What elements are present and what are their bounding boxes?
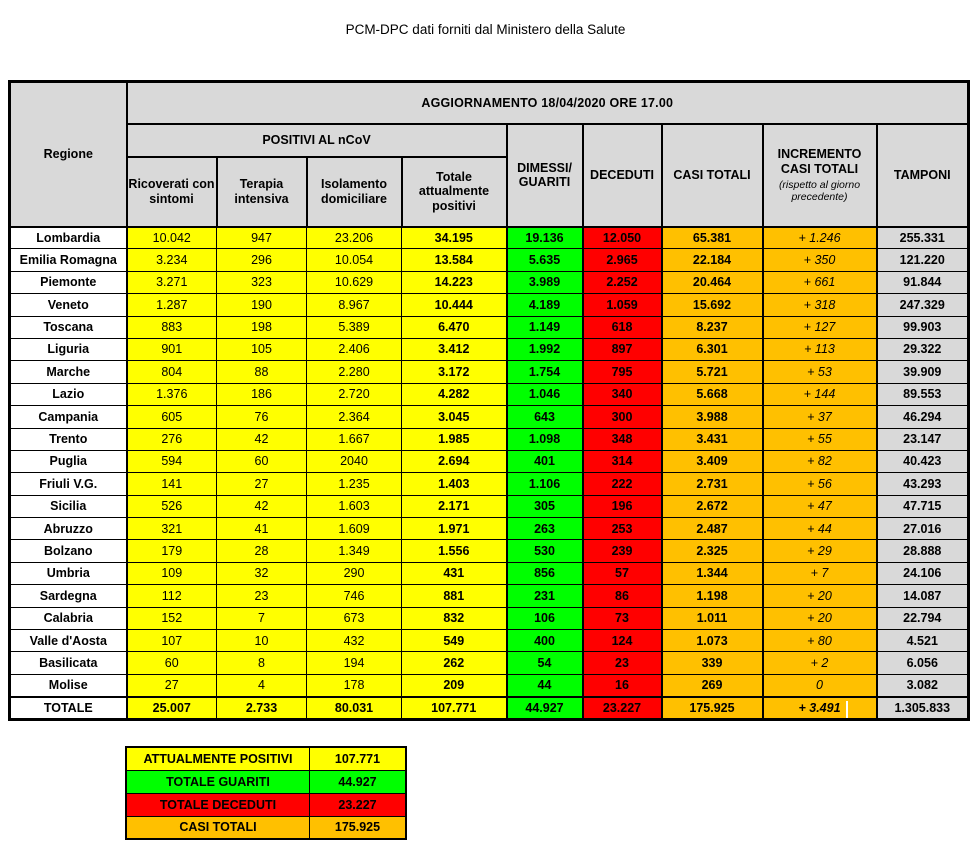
cell-incremento: + 20 — [763, 607, 877, 629]
cell-casi-totali: 20.464 — [662, 271, 763, 293]
covid-regions-table — [8, 80, 970, 721]
cell-deceduti: 2.252 — [583, 271, 662, 293]
table-row — [10, 562, 969, 584]
cell-tamponi: 89.553 — [877, 383, 969, 405]
cell-deceduti: 795 — [583, 361, 662, 383]
cell-tamponi: 24.106 — [877, 562, 969, 584]
cell-terapia-intensiva: 8 — [217, 652, 307, 674]
cell-tamponi: 91.844 — [877, 271, 969, 293]
region-name: Lazio — [10, 383, 127, 405]
cell-attualmente-positivi: 262 — [402, 652, 507, 674]
cell-isolamento: 673 — [307, 607, 402, 629]
col-header-casi-totali: CASI TOTALI — [662, 124, 763, 227]
cell-isolamento: 1.235 — [307, 473, 402, 495]
cell-casi-totali: 8.237 — [662, 316, 763, 338]
cell-ricoverati: 107 — [127, 630, 217, 652]
cell-deceduti: 196 — [583, 495, 662, 517]
cell-ricoverati: 276 — [127, 428, 217, 450]
cell-dimessi-guariti: 54 — [507, 652, 583, 674]
col-header-ricoverati: Ricoverati con sintomi — [127, 157, 217, 227]
cell-tamponi: 29.322 — [877, 338, 969, 360]
cell-deceduti: 618 — [583, 316, 662, 338]
cell-incremento: + 47 — [763, 495, 877, 517]
cell-isolamento: 290 — [307, 562, 402, 584]
cell-dimessi-guariti: 856 — [507, 562, 583, 584]
table-row — [10, 249, 969, 271]
cell-incremento: + 29 — [763, 540, 877, 562]
table-footer — [10, 697, 969, 720]
cell-ricoverati: 526 — [127, 495, 217, 517]
summary-label: TOTALE DECEDUTI — [126, 793, 310, 816]
totale-label: TOTALE — [10, 697, 127, 720]
col-header-isolamento: Isolamento domiciliare — [307, 157, 402, 227]
cell-attualmente-positivi: 2.171 — [402, 495, 507, 517]
region-name: Veneto — [10, 294, 127, 316]
cell-ricoverati: 605 — [127, 406, 217, 428]
cell-attualmente-positivi: 1.556 — [402, 540, 507, 562]
cell-terapia-intensiva: 42 — [217, 495, 307, 517]
cell-isolamento: 178 — [307, 674, 402, 696]
table-header — [10, 82, 969, 227]
cell-casi-totali: 2.672 — [662, 495, 763, 517]
cell-deceduti: 239 — [583, 540, 662, 562]
cell-isolamento: 194 — [307, 652, 402, 674]
cell-dimessi-guariti: 4.189 — [507, 294, 583, 316]
cell-casi-totali: 2.731 — [662, 473, 763, 495]
cell-tamponi: 40.423 — [877, 450, 969, 472]
cell-attualmente-positivi: 832 — [402, 607, 507, 629]
cell-incremento: + 2 — [763, 652, 877, 674]
cell-tamponi: 121.220 — [877, 249, 969, 271]
col-header-tamponi: TAMPONI — [877, 124, 969, 227]
cell-terapia-intensiva: 7 — [217, 607, 307, 629]
cell-ricoverati: 321 — [127, 518, 217, 540]
cell-dimessi-guariti: 1.106 — [507, 473, 583, 495]
cell-ricoverati: 27 — [127, 674, 217, 696]
region-name: Calabria — [10, 607, 127, 629]
region-name: Friuli V.G. — [10, 473, 127, 495]
positivi-group-header: POSITIVI AL nCoV — [127, 124, 507, 157]
cell-ricoverati: 1.376 — [127, 383, 217, 405]
cell-incremento: + 82 — [763, 450, 877, 472]
cell-ricoverati: 60 — [127, 652, 217, 674]
summary-value: 175.925 — [310, 816, 407, 839]
header-row-groups — [10, 124, 969, 157]
summary-label: CASI TOTALI — [126, 816, 310, 839]
cell-deceduti: 1.059 — [583, 294, 662, 316]
cell-ricoverati: 901 — [127, 338, 217, 360]
cell-tamponi: 14.087 — [877, 585, 969, 607]
cell-incremento: + 661 — [763, 271, 877, 293]
cell-attualmente-positivi: 4.282 — [402, 383, 507, 405]
table-row — [10, 585, 969, 607]
region-column-header: Regione — [10, 82, 127, 227]
cell-incremento: + 55 — [763, 428, 877, 450]
cell-incremento: + 37 — [763, 406, 877, 428]
region-name: Toscana — [10, 316, 127, 338]
cell-casi-totali: 22.184 — [662, 249, 763, 271]
cell-deceduti: 253 — [583, 518, 662, 540]
cell-isolamento: 2.364 — [307, 406, 402, 428]
cell-attualmente-positivi: 1.985 — [402, 428, 507, 450]
cell-deceduti: 348 — [583, 428, 662, 450]
cell-attualmente-positivi: 13.584 — [402, 249, 507, 271]
region-name: Liguria — [10, 338, 127, 360]
cell-casi-totali: 269 — [662, 674, 763, 696]
cell-incremento: + 113 — [763, 338, 877, 360]
cell-ricoverati: 179 — [127, 540, 217, 562]
region-name: Sicilia — [10, 495, 127, 517]
cell-attualmente-positivi: 431 — [402, 562, 507, 584]
cell-dimessi-guariti: 5.635 — [507, 249, 583, 271]
cell-terapia-intensiva: 27 — [217, 473, 307, 495]
cell-dimessi-guariti: 1.046 — [507, 383, 583, 405]
cell-ricoverati: 141 — [127, 473, 217, 495]
cell-incremento: + 1.246 — [763, 227, 877, 249]
cell-terapia-intensiva: 296 — [217, 249, 307, 271]
totale-incremento-value: + 3.491 — [798, 700, 841, 715]
cell-deceduti: 340 — [583, 383, 662, 405]
cell-incremento: + 20 — [763, 585, 877, 607]
cell-casi-totali: 1.011 — [662, 607, 763, 629]
cell-deceduti: 124 — [583, 630, 662, 652]
table-body — [10, 227, 969, 697]
cell-ricoverati: 109 — [127, 562, 217, 584]
table-row — [10, 518, 969, 540]
table-row — [10, 607, 969, 629]
totale-ricoverati: 25.007 — [127, 697, 217, 720]
region-name: Valle d'Aosta — [10, 630, 127, 652]
cell-dimessi-guariti: 400 — [507, 630, 583, 652]
cell-casi-totali: 2.325 — [662, 540, 763, 562]
cell-attualmente-positivi: 2.694 — [402, 450, 507, 472]
region-name: Basilicata — [10, 652, 127, 674]
cell-incremento: + 144 — [763, 383, 877, 405]
summary-row-casi-totali — [126, 816, 406, 839]
cell-incremento: + 44 — [763, 518, 877, 540]
region-name: Piemonte — [10, 271, 127, 293]
cell-isolamento: 2.406 — [307, 338, 402, 360]
cell-incremento: 0 — [763, 674, 877, 696]
cell-dimessi-guariti: 19.136 — [507, 227, 583, 249]
cell-incremento: + 350 — [763, 249, 877, 271]
cell-tamponi: 23.147 — [877, 428, 969, 450]
table-row — [10, 227, 969, 249]
cell-deceduti: 2.965 — [583, 249, 662, 271]
cell-dimessi-guariti: 530 — [507, 540, 583, 562]
summary-label: TOTALE GUARITI — [126, 770, 310, 793]
cell-terapia-intensiva: 198 — [217, 316, 307, 338]
cell-terapia-intensiva: 10 — [217, 630, 307, 652]
cell-terapia-intensiva: 4 — [217, 674, 307, 696]
incremento-header-note: (rispetto al giorno precedente) — [778, 179, 861, 204]
cell-dimessi-guariti: 231 — [507, 585, 583, 607]
summary-value: 44.927 — [310, 770, 407, 793]
cell-casi-totali: 5.721 — [662, 361, 763, 383]
cell-ricoverati: 883 — [127, 316, 217, 338]
summary-row-totale-deceduti — [126, 793, 406, 816]
cell-ricoverati: 1.287 — [127, 294, 217, 316]
region-name: Molise — [10, 674, 127, 696]
cell-isolamento: 23.206 — [307, 227, 402, 249]
cell-terapia-intensiva: 32 — [217, 562, 307, 584]
cell-dimessi-guariti: 1.098 — [507, 428, 583, 450]
cell-incremento: + 7 — [763, 562, 877, 584]
cell-isolamento: 1.349 — [307, 540, 402, 562]
cell-ricoverati: 152 — [127, 607, 217, 629]
cell-terapia-intensiva: 190 — [217, 294, 307, 316]
cell-terapia-intensiva: 105 — [217, 338, 307, 360]
cell-deceduti: 57 — [583, 562, 662, 584]
totale-deceduti: 23.227 — [583, 697, 662, 720]
cell-deceduti: 12.050 — [583, 227, 662, 249]
table-row — [10, 361, 969, 383]
region-name: Trento — [10, 428, 127, 450]
cell-isolamento: 10.629 — [307, 271, 402, 293]
cell-terapia-intensiva: 88 — [217, 361, 307, 383]
cell-terapia-intensiva: 41 — [217, 518, 307, 540]
cell-isolamento: 2.280 — [307, 361, 402, 383]
cell-tamponi: 28.888 — [877, 540, 969, 562]
cell-dimessi-guariti: 44 — [507, 674, 583, 696]
totale-casi-totali: 175.925 — [662, 697, 763, 720]
region-name: Abruzzo — [10, 518, 127, 540]
table-row — [10, 316, 969, 338]
cell-isolamento: 1.609 — [307, 518, 402, 540]
cell-incremento: + 80 — [763, 630, 877, 652]
cell-dimessi-guariti: 1.992 — [507, 338, 583, 360]
cell-deceduti: 86 — [583, 585, 662, 607]
cell-dimessi-guariti: 106 — [507, 607, 583, 629]
cell-terapia-intensiva: 186 — [217, 383, 307, 405]
cell-attualmente-positivi: 34.195 — [402, 227, 507, 249]
cell-attualmente-positivi: 881 — [402, 585, 507, 607]
cell-isolamento: 2040 — [307, 450, 402, 472]
region-name: Sardegna — [10, 585, 127, 607]
cell-tamponi: 255.331 — [877, 227, 969, 249]
col-header-dimessi-guariti: DIMESSI/ GUARITI — [507, 124, 583, 227]
cell-isolamento: 2.720 — [307, 383, 402, 405]
cell-attualmente-positivi: 3.045 — [402, 406, 507, 428]
cell-tamponi: 6.056 — [877, 652, 969, 674]
incremento-header-main: INCREMENTO CASI TOTALI — [777, 146, 862, 177]
cell-incremento: + 56 — [763, 473, 877, 495]
totale-terapia-intensiva: 2.733 — [217, 697, 307, 720]
cell-attualmente-positivi: 1.403 — [402, 473, 507, 495]
cell-casi-totali: 2.487 — [662, 518, 763, 540]
table-row — [10, 338, 969, 360]
cell-terapia-intensiva: 60 — [217, 450, 307, 472]
col-header-attualmente-positivi: Totale attualmente positivi — [402, 157, 507, 227]
region-name: Campania — [10, 406, 127, 428]
cell-attualmente-positivi: 6.470 — [402, 316, 507, 338]
cell-ricoverati: 3.271 — [127, 271, 217, 293]
cell-casi-totali: 1.344 — [662, 562, 763, 584]
update-header: AGGIORNAMENTO 18/04/2020 ORE 17.00 — [127, 82, 969, 124]
cell-ricoverati: 3.234 — [127, 249, 217, 271]
totale-dimessi-guariti: 44.927 — [507, 697, 583, 720]
totale-incremento — [763, 697, 877, 720]
cell-dimessi-guariti: 263 — [507, 518, 583, 540]
cell-casi-totali: 3.431 — [662, 428, 763, 450]
cell-attualmente-positivi: 3.412 — [402, 338, 507, 360]
cell-casi-totali: 6.301 — [662, 338, 763, 360]
cell-tamponi: 47.715 — [877, 495, 969, 517]
cell-isolamento: 5.389 — [307, 316, 402, 338]
summary-row-attualmente-positivi — [126, 747, 406, 770]
summary-label: ATTUALMENTE POSITIVI — [126, 747, 310, 770]
cell-tamponi: 39.909 — [877, 361, 969, 383]
cell-tamponi: 247.329 — [877, 294, 969, 316]
table-row — [10, 428, 969, 450]
table-row — [10, 450, 969, 472]
table-row — [10, 406, 969, 428]
cell-casi-totali: 15.692 — [662, 294, 763, 316]
region-name: Puglia — [10, 450, 127, 472]
cell-attualmente-positivi: 209 — [402, 674, 507, 696]
summary-table — [125, 746, 407, 840]
cell-tamponi: 22.794 — [877, 607, 969, 629]
totale-attualmente-positivi: 107.771 — [402, 697, 507, 720]
cell-isolamento: 432 — [307, 630, 402, 652]
cell-deceduti: 222 — [583, 473, 662, 495]
summary-value: 107.771 — [310, 747, 407, 770]
cell-deceduti: 300 — [583, 406, 662, 428]
cell-tamponi: 43.293 — [877, 473, 969, 495]
cell-deceduti: 16 — [583, 674, 662, 696]
table-row — [10, 630, 969, 652]
cell-terapia-intensiva: 947 — [217, 227, 307, 249]
page-title: PCM-DPC dati forniti dal Ministero della Salute — [345, 22, 626, 37]
cell-dimessi-guariti: 305 — [507, 495, 583, 517]
cell-terapia-intensiva: 76 — [217, 406, 307, 428]
cell-dimessi-guariti: 643 — [507, 406, 583, 428]
region-name: Lombardia — [10, 227, 127, 249]
summary-row-totale-guariti — [126, 770, 406, 793]
cell-dimessi-guariti: 1.754 — [507, 361, 583, 383]
summary-value: 23.227 — [310, 793, 407, 816]
cell-attualmente-positivi: 14.223 — [402, 271, 507, 293]
cell-attualmente-positivi: 3.172 — [402, 361, 507, 383]
region-name: Bolzano — [10, 540, 127, 562]
col-header-deceduti: DECEDUTI — [583, 124, 662, 227]
col-header-incremento — [763, 124, 877, 227]
cell-casi-totali: 339 — [662, 652, 763, 674]
cell-isolamento: 746 — [307, 585, 402, 607]
cell-casi-totali: 65.381 — [662, 227, 763, 249]
table-row — [10, 652, 969, 674]
region-name: Emilia Romagna — [10, 249, 127, 271]
cell-casi-totali: 3.409 — [662, 450, 763, 472]
cell-ricoverati: 594 — [127, 450, 217, 472]
cell-ricoverati: 804 — [127, 361, 217, 383]
totale-row — [10, 697, 969, 720]
table-row — [10, 473, 969, 495]
cell-deceduti: 897 — [583, 338, 662, 360]
cell-tamponi: 99.903 — [877, 316, 969, 338]
table-row — [10, 271, 969, 293]
cell-tamponi: 3.082 — [877, 674, 969, 696]
region-name: Umbria — [10, 562, 127, 584]
cell-terapia-intensiva: 323 — [217, 271, 307, 293]
cell-casi-totali: 1.198 — [662, 585, 763, 607]
totale-isolamento: 80.031 — [307, 697, 402, 720]
cell-terapia-intensiva: 28 — [217, 540, 307, 562]
cell-dimessi-guariti: 1.149 — [507, 316, 583, 338]
cell-incremento: + 318 — [763, 294, 877, 316]
cell-attualmente-positivi: 549 — [402, 630, 507, 652]
cell-ricoverati: 112 — [127, 585, 217, 607]
cell-tamponi: 46.294 — [877, 406, 969, 428]
cell-tamponi: 4.521 — [877, 630, 969, 652]
cell-attualmente-positivi: 1.971 — [402, 518, 507, 540]
cell-tamponi: 27.016 — [877, 518, 969, 540]
cell-edit-cursor — [846, 701, 848, 718]
table-row — [10, 294, 969, 316]
cell-dimessi-guariti: 401 — [507, 450, 583, 472]
cell-dimessi-guariti: 3.989 — [507, 271, 583, 293]
table-row — [10, 495, 969, 517]
cell-deceduti: 314 — [583, 450, 662, 472]
table-row — [10, 540, 969, 562]
totale-tamponi: 1.305.833 — [877, 697, 969, 720]
cell-casi-totali: 1.073 — [662, 630, 763, 652]
region-name: Marche — [10, 361, 127, 383]
cell-ricoverati: 10.042 — [127, 227, 217, 249]
cell-deceduti: 23 — [583, 652, 662, 674]
table-row — [10, 383, 969, 405]
cell-casi-totali: 3.988 — [662, 406, 763, 428]
cell-isolamento: 1.667 — [307, 428, 402, 450]
cell-isolamento: 8.967 — [307, 294, 402, 316]
cell-terapia-intensiva: 23 — [217, 585, 307, 607]
cell-terapia-intensiva: 42 — [217, 428, 307, 450]
cell-isolamento: 1.603 — [307, 495, 402, 517]
col-header-terapia-intensiva: Terapia intensiva — [217, 157, 307, 227]
header-row-update — [10, 82, 969, 124]
table-row — [10, 674, 969, 696]
cell-casi-totali: 5.668 — [662, 383, 763, 405]
cell-attualmente-positivi: 10.444 — [402, 294, 507, 316]
cell-incremento: + 127 — [763, 316, 877, 338]
cell-incremento: + 53 — [763, 361, 877, 383]
cell-isolamento: 10.054 — [307, 249, 402, 271]
cell-deceduti: 73 — [583, 607, 662, 629]
